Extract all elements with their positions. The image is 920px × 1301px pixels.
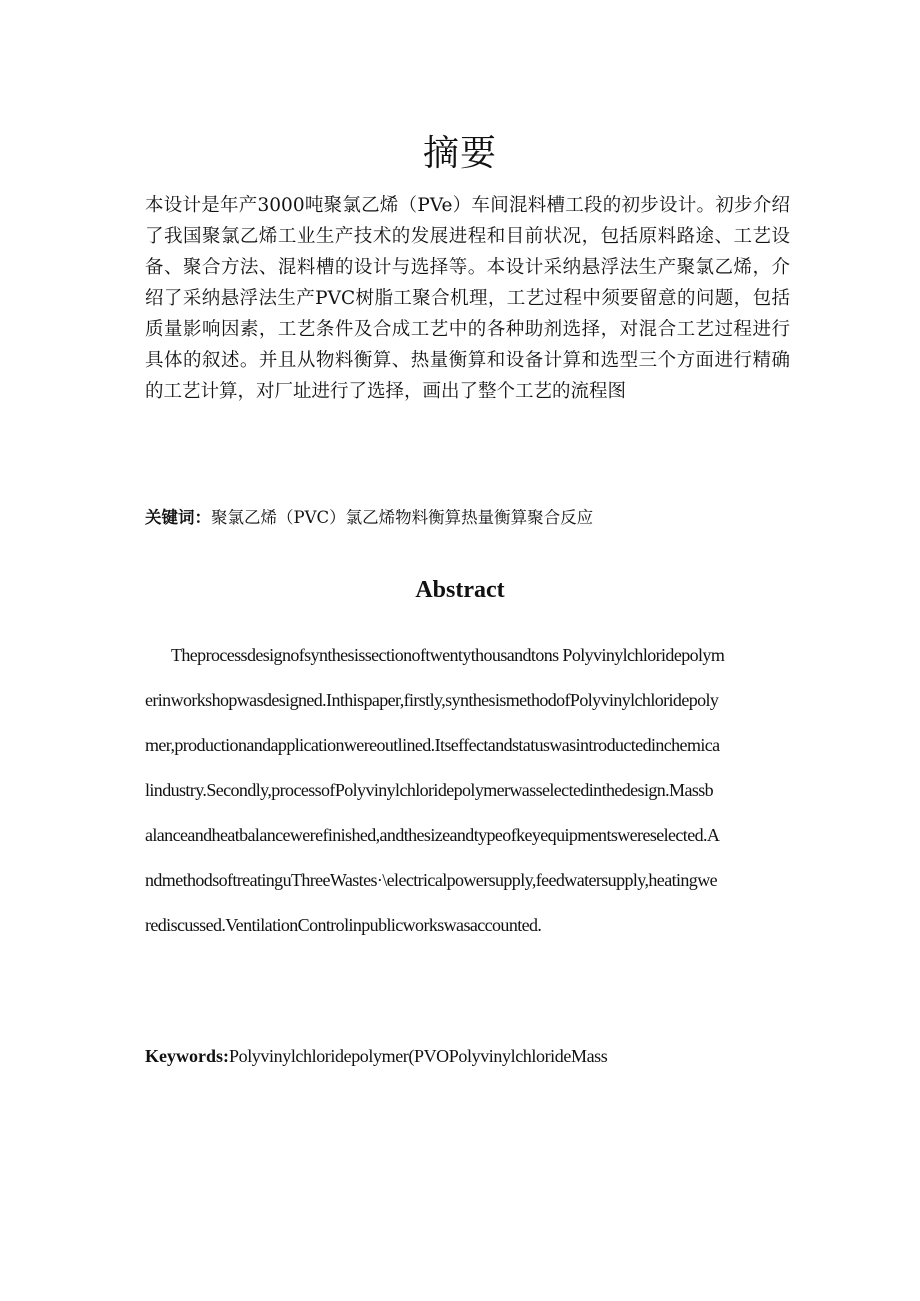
english-keywords <box>145 1043 790 1069</box>
english-keywords-text: Polyvinylchloridepolymer(PVOPolyvinylchlorideMass <box>229 1046 608 1066</box>
english-keywords-label: Keywords: <box>145 1046 229 1066</box>
chinese-keywords <box>145 505 790 531</box>
english-abstract-title: Abstract <box>415 577 505 603</box>
english-abstract-line: erinworkshopwasdesigned.Inthispaper,firstly,synthesismethodofPolyvinylchloridepoly <box>145 690 719 710</box>
chinese-keywords-text: 聚氯乙烯（PVC）氯乙烯物料衡算热量衡算聚合反应 <box>211 508 594 527</box>
english-abstract-line: alanceandheatbalancewerefinished,andthesizeandtypeofkeyequipmentswereselected.A <box>145 825 720 845</box>
english-abstract-line: lindustry.Secondly,processofPolyvinylchloridepolymerwasselectedinthedesign.Massb <box>145 780 714 800</box>
chinese-abstract-title: 摘要 <box>422 133 497 174</box>
english-abstract-line: ndmethodsoftreatinguThreeWastes·\electricalpowersupply,feedwatersupply,heatingwe <box>145 870 717 890</box>
english-abstract-line: rediscussed.VentilationControlinpublicworkswasaccounted. <box>145 915 542 935</box>
english-abstract-body <box>145 633 790 948</box>
english-abstract-line: mer,productionandapplicationwereoutlined.Itseffectandstatuswasintroductedinchemica <box>145 735 720 755</box>
chinese-keywords-label: 关键词： <box>145 508 211 527</box>
english-abstract-line: Theprocessdesignofsynthesissectionoftwentythousandtons Polyvinylchloridepolym <box>171 645 725 665</box>
chinese-abstract-body: 本设计是年产3000吨聚氯乙烯（PVe）车间混料槽工段的初步设计。初步介绍了我国聚氯乙烯工业生产技术的发展进程和目前状况，包括原料路途、工艺设备、聚合方法、混料槽的设计与选择等。本设计采纳悬浮法生产聚氯乙烯，介绍了采纳悬浮法生产PVC树脂工聚合机理，工艺过程中须要留意的问题，包括质量影响因素，工艺条件及合成工艺中的各种助剂选择，对混合工艺过程进行具体的叙述。并且从物料衡算、热量衡算和设备计算和选型三个方面进行精确的工艺计算，对厂址进行了选择，画出了整个工艺的流程图 <box>145 195 790 402</box>
